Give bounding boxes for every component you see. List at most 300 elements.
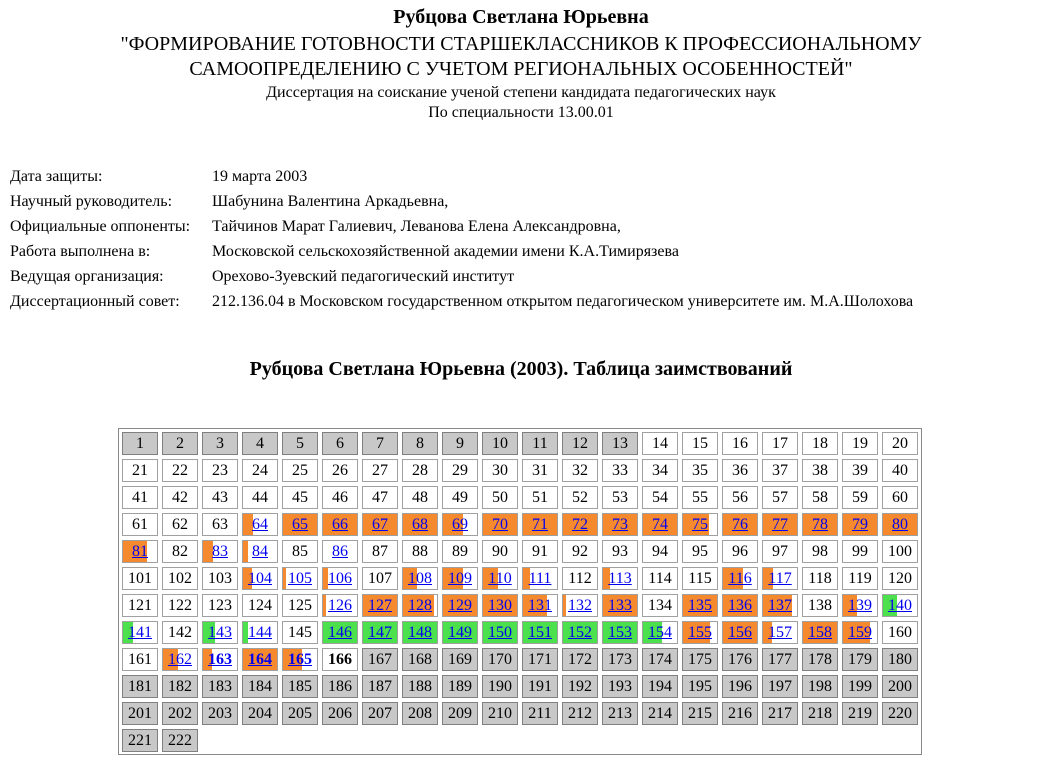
page-number: 121 (128, 597, 152, 614)
page-cell[interactable] (162, 648, 198, 671)
page-cell (842, 540, 878, 563)
page-cell[interactable] (562, 513, 598, 536)
page-cell (762, 486, 798, 509)
page-link[interactable]: 165 (288, 651, 312, 668)
page-number: 93 (612, 543, 628, 560)
page-cell (122, 594, 158, 617)
page-link[interactable]: 146 (328, 624, 352, 641)
page-cell (322, 648, 358, 671)
page-number: 90 (492, 543, 508, 560)
page-cell[interactable] (242, 513, 278, 536)
page-link[interactable]: 105 (288, 570, 312, 587)
page-cell[interactable] (122, 540, 158, 563)
page-cell[interactable] (322, 594, 358, 617)
page-link[interactable]: 77 (772, 516, 788, 533)
page-cell (882, 459, 918, 482)
page-cell[interactable] (682, 621, 718, 644)
page-link[interactable]: 137 (768, 597, 792, 614)
page-number: 188 (408, 678, 432, 695)
page-cell[interactable] (882, 594, 918, 617)
page-number: 213 (608, 705, 632, 722)
page-number: 17 (772, 435, 788, 452)
info-label: Работа выполнена в: (10, 243, 151, 260)
page-number: 1 (136, 435, 144, 452)
page-link[interactable]: 80 (892, 516, 908, 533)
page-cell[interactable] (282, 567, 318, 590)
page-cell[interactable] (842, 621, 878, 644)
page-cell (282, 432, 318, 455)
page-cell (802, 432, 838, 455)
page-cell[interactable] (722, 513, 758, 536)
page-cell (642, 702, 678, 725)
page-number: 60 (892, 489, 908, 506)
page-cell (162, 432, 198, 455)
page-number: 18 (812, 435, 828, 452)
page-number: 57 (772, 489, 788, 506)
page-link[interactable]: 84 (252, 543, 268, 560)
page-number: 99 (852, 543, 868, 560)
page-cell (722, 459, 758, 482)
page-link[interactable]: 116 (728, 570, 752, 587)
page-link[interactable]: 136 (728, 597, 752, 614)
page-cell[interactable] (482, 621, 518, 644)
page-cell (522, 540, 558, 563)
page-number: 52 (572, 489, 588, 506)
page-number: 54 (652, 489, 668, 506)
page-cell[interactable] (202, 621, 238, 644)
page-cell (682, 432, 718, 455)
page-cell[interactable] (322, 621, 358, 644)
page-cell[interactable] (682, 513, 718, 536)
page-number: 24 (252, 462, 268, 479)
page-cell[interactable] (482, 567, 518, 590)
page-number: 171 (528, 651, 552, 668)
page-cell (202, 702, 238, 725)
page-number: 194 (648, 678, 672, 695)
page-cell (322, 432, 358, 455)
page-cell (842, 486, 878, 509)
page-number: 195 (688, 678, 712, 695)
page-number: 42 (172, 489, 188, 506)
page-cell[interactable] (562, 621, 598, 644)
page-link[interactable]: 83 (212, 543, 228, 560)
page-number: 193 (608, 678, 632, 695)
page-cell[interactable] (522, 621, 558, 644)
page-cell[interactable] (522, 513, 558, 536)
page-number: 32 (572, 462, 588, 479)
page-number: 14 (652, 435, 668, 452)
page-cell (482, 486, 518, 509)
page-number: 12 (572, 435, 588, 452)
page-link[interactable]: 148 (408, 624, 432, 641)
borrowing-fill-bar (563, 595, 566, 616)
page-cell[interactable] (442, 621, 478, 644)
page-cell[interactable] (362, 594, 398, 617)
page-link[interactable]: 157 (768, 624, 792, 641)
page-link[interactable]: 158 (808, 624, 832, 641)
page-number: 37 (772, 462, 788, 479)
page-cell[interactable] (562, 594, 598, 617)
page-cell[interactable] (442, 594, 478, 617)
page-number: 97 (772, 543, 788, 560)
page-cell (282, 702, 318, 725)
page-number: 221 (128, 732, 152, 749)
page-cell (522, 648, 558, 671)
page-cell (282, 594, 318, 617)
page-link[interactable]: 81 (132, 543, 148, 560)
page-link[interactable]: 141 (128, 624, 152, 641)
page-cell (882, 648, 918, 671)
page-cell (482, 702, 518, 725)
page-link[interactable]: 163 (208, 651, 232, 668)
page-link[interactable]: 109 (448, 570, 472, 587)
page-link[interactable]: 128 (408, 597, 432, 614)
page-number: 28 (412, 462, 428, 479)
page-link[interactable]: 72 (572, 516, 588, 533)
page-cell (802, 702, 838, 725)
page-cell (562, 702, 598, 725)
page-link[interactable]: 76 (732, 516, 748, 533)
page-link[interactable]: 126 (328, 597, 352, 614)
page-cell (162, 459, 198, 482)
page-link[interactable]: 127 (368, 597, 392, 614)
page-cell (362, 540, 398, 563)
info-value: Орехово-Зуевский педагогический институт (212, 268, 515, 285)
page-cell[interactable] (522, 567, 558, 590)
page-number: 179 (848, 651, 872, 668)
page-number: 120 (888, 570, 912, 587)
page-number: 222 (168, 732, 192, 749)
page-number: 20 (892, 435, 908, 452)
page-number: 22 (172, 462, 188, 479)
page-number: 55 (692, 489, 708, 506)
page-link[interactable]: 156 (728, 624, 752, 641)
page-number: 49 (452, 489, 468, 506)
page-link[interactable]: 133 (608, 597, 632, 614)
page-cell[interactable] (602, 513, 638, 536)
page-cell (882, 675, 918, 698)
page-cell[interactable] (522, 594, 558, 617)
page-cell (682, 486, 718, 509)
page-cell (202, 432, 238, 455)
page-link[interactable]: 131 (528, 597, 552, 614)
info-value: 212.136.04 в Московском государственном открытом педагогическом университете им. М.А.Шолохова (212, 293, 914, 310)
page-cell (802, 594, 838, 617)
page-cell[interactable] (202, 540, 238, 563)
page-link[interactable]: 69 (452, 516, 468, 533)
page-cell[interactable] (442, 513, 478, 536)
page-link[interactable]: 152 (568, 624, 592, 641)
page-link[interactable]: 110 (488, 570, 512, 587)
page-cell[interactable] (122, 621, 158, 644)
page-cell[interactable] (402, 567, 438, 590)
page-cell (282, 486, 318, 509)
page-cell (682, 702, 718, 725)
page-number: 35 (692, 462, 708, 479)
info-label: Научный руководитель: (10, 193, 173, 210)
page-number: 115 (688, 570, 712, 587)
page-cell[interactable] (202, 648, 238, 671)
page-cell (162, 513, 198, 536)
page-cell[interactable] (802, 621, 838, 644)
page-number: 38 (812, 462, 828, 479)
page-cell (722, 648, 758, 671)
page-number: 210 (488, 705, 512, 722)
page-cell (642, 459, 678, 482)
page-link[interactable]: 70 (492, 516, 508, 533)
page-number: 6 (336, 435, 344, 452)
page-number: 45 (292, 489, 308, 506)
page-cell[interactable] (322, 567, 358, 590)
page-number: 27 (372, 462, 388, 479)
page-cell (162, 540, 198, 563)
page-cell[interactable] (482, 594, 518, 617)
page-cell (242, 702, 278, 725)
page-cell (122, 513, 158, 536)
page-number: 177 (768, 651, 792, 668)
page-number: 183 (208, 678, 232, 695)
page-link[interactable]: 111 (528, 570, 552, 587)
page-cell (882, 702, 918, 725)
page-number: 63 (212, 516, 228, 533)
page-cell (522, 675, 558, 698)
page-link[interactable]: 66 (332, 516, 348, 533)
page-cell (442, 459, 478, 482)
page-cell (202, 567, 238, 590)
page-link[interactable]: 68 (412, 516, 428, 533)
page-number: 174 (648, 651, 672, 668)
info-value: Московской сельскохозяйственной академии имени К.А.Тимирязева (212, 243, 679, 260)
page-cell (722, 432, 758, 455)
page-cell[interactable] (762, 567, 798, 590)
page-number: 119 (848, 570, 872, 587)
page-cell[interactable] (802, 513, 838, 536)
page-number: 48 (412, 489, 428, 506)
page-cell (162, 675, 198, 698)
page-cell[interactable] (362, 513, 398, 536)
page-link[interactable]: 104 (248, 570, 272, 587)
page-number: 172 (568, 651, 592, 668)
page-link[interactable]: 65 (292, 516, 308, 533)
page-cell[interactable] (602, 567, 638, 590)
page-number: 114 (648, 570, 672, 587)
page-cell[interactable] (602, 621, 638, 644)
page-cell (362, 486, 398, 509)
page-link[interactable]: 159 (848, 624, 872, 641)
page-link[interactable]: 79 (852, 516, 868, 533)
page-cell[interactable] (362, 621, 398, 644)
page-cell (282, 459, 318, 482)
page-link[interactable]: 64 (252, 516, 268, 533)
page-link[interactable]: 130 (488, 597, 512, 614)
page-number: 181 (128, 678, 152, 695)
page-link[interactable]: 129 (448, 597, 472, 614)
page-cell (802, 486, 838, 509)
page-cell (762, 432, 798, 455)
page-link[interactable]: 150 (488, 624, 512, 641)
info-label: Диссертационный совет: (10, 293, 180, 310)
page-cell[interactable] (642, 621, 678, 644)
info-label: Ведущая организация: (10, 268, 164, 285)
page-cell (802, 567, 838, 590)
page-number: 167 (368, 651, 392, 668)
borrowing-table (118, 428, 922, 755)
page-cell (442, 675, 478, 698)
page-cell (802, 459, 838, 482)
page-number: 186 (328, 678, 352, 695)
page-cell (602, 540, 638, 563)
page-number: 189 (448, 678, 472, 695)
page-number: 87 (372, 543, 388, 560)
page-cell (802, 648, 838, 671)
page-cell[interactable] (762, 594, 798, 617)
page-number: 175 (688, 651, 712, 668)
page-cell[interactable] (482, 513, 518, 536)
page-cell[interactable] (842, 513, 878, 536)
page-link[interactable]: 108 (408, 570, 432, 587)
page-link[interactable]: 144 (248, 624, 272, 641)
page-link[interactable]: 71 (532, 516, 548, 533)
page-number: 122 (168, 597, 192, 614)
page-link[interactable]: 132 (568, 597, 592, 614)
page-number: 209 (448, 705, 472, 722)
page-link[interactable]: 74 (652, 516, 668, 533)
page-link[interactable]: 162 (168, 651, 192, 668)
page-cell (602, 459, 638, 482)
page-number: 168 (408, 651, 432, 668)
page-link[interactable]: 73 (612, 516, 628, 533)
page-number: 205 (288, 705, 312, 722)
page-number: 9 (456, 435, 464, 452)
page-cell[interactable] (282, 648, 318, 671)
page-link[interactable]: 86 (332, 543, 348, 560)
page-link[interactable]: 164 (248, 651, 272, 668)
page-cell[interactable] (402, 621, 438, 644)
page-link[interactable]: 153 (608, 624, 632, 641)
page-cell (882, 432, 918, 455)
page-cell (682, 648, 718, 671)
page-cell (562, 540, 598, 563)
page-cell (602, 702, 638, 725)
page-cell (482, 648, 518, 671)
page-cell (562, 648, 598, 671)
page-link[interactable]: 113 (608, 570, 632, 587)
page-cell (522, 486, 558, 509)
page-number: 103 (208, 570, 232, 587)
page-number: 145 (288, 624, 312, 641)
dissertation-title-line1: "ФОРМИРОВАНИЕ ГОТОВНОСТИ СТАРШЕКЛАССНИКОВ К ПРОФЕССИОНАЛЬНОМУ (120, 33, 922, 55)
page-link[interactable]: 106 (328, 570, 352, 587)
page-number: 59 (852, 489, 868, 506)
page-cell (162, 567, 198, 590)
page-number: 44 (252, 489, 268, 506)
page-link[interactable]: 151 (528, 624, 552, 641)
page-link[interactable]: 147 (368, 624, 392, 641)
page-number: 138 (808, 597, 832, 614)
page-cell[interactable] (322, 513, 358, 536)
page-cell (282, 540, 318, 563)
page-cell[interactable] (602, 594, 638, 617)
page-cell[interactable] (242, 621, 278, 644)
page-cell[interactable] (722, 621, 758, 644)
page-cell (362, 459, 398, 482)
page-cell[interactable] (682, 594, 718, 617)
page-cell (722, 540, 758, 563)
page-cell[interactable] (722, 594, 758, 617)
page-cell[interactable] (402, 594, 438, 617)
page-cell[interactable] (242, 648, 278, 671)
page-cell[interactable] (442, 567, 478, 590)
page-number: 31 (532, 462, 548, 479)
page-cell[interactable] (242, 540, 278, 563)
page-cell[interactable] (762, 513, 798, 536)
page-number: 43 (212, 489, 228, 506)
page-link[interactable]: 75 (692, 516, 708, 533)
page-cell[interactable] (842, 594, 878, 617)
page-cell (562, 486, 598, 509)
page-link[interactable]: 155 (688, 624, 712, 641)
page-link[interactable]: 140 (888, 597, 912, 614)
page-number: 15 (692, 435, 708, 452)
page-number: 161 (128, 651, 152, 668)
page-cell[interactable] (762, 621, 798, 644)
page-cell (242, 432, 278, 455)
page-link[interactable]: 143 (208, 624, 232, 641)
borrowing-fill-bar (243, 541, 248, 562)
page-cell (162, 729, 198, 752)
page-number: 211 (528, 705, 552, 722)
page-link[interactable]: 139 (848, 597, 872, 614)
page-number: 214 (648, 705, 672, 722)
page-number: 198 (808, 678, 832, 695)
page-cell[interactable] (282, 513, 318, 536)
page-number: 2 (176, 435, 184, 452)
page-cell[interactable] (242, 567, 278, 590)
page-cell[interactable] (322, 540, 358, 563)
page-cell (162, 621, 198, 644)
info-label: Дата защиты: (10, 168, 103, 185)
page-link[interactable]: 117 (768, 570, 792, 587)
page-cell (882, 621, 918, 644)
page-link[interactable]: 149 (448, 624, 472, 641)
page-number: 56 (732, 489, 748, 506)
page-link[interactable]: 135 (688, 597, 712, 614)
page-cell[interactable] (722, 567, 758, 590)
page-cell (122, 459, 158, 482)
page-number: 185 (288, 678, 312, 695)
page-link[interactable]: 78 (812, 516, 828, 533)
page-cell[interactable] (882, 513, 918, 536)
page-cell (202, 459, 238, 482)
page-cell (882, 567, 918, 590)
page-cell (562, 459, 598, 482)
page-cell (402, 540, 438, 563)
page-cell[interactable] (642, 513, 678, 536)
page-cell (402, 432, 438, 455)
page-link[interactable]: 67 (372, 516, 388, 533)
page-cell (482, 540, 518, 563)
page-number: 47 (372, 489, 388, 506)
page-cell[interactable] (402, 513, 438, 536)
page-number: 85 (292, 543, 308, 560)
degree-line: Диссертация на соискание ученой степени кандидата педагогических наук (266, 84, 776, 101)
page-link[interactable]: 154 (648, 624, 672, 641)
page-cell (162, 702, 198, 725)
page-number: 166 (328, 651, 352, 668)
page-number: 112 (568, 570, 592, 587)
page-number: 8 (416, 435, 424, 452)
page-cell (722, 702, 758, 725)
